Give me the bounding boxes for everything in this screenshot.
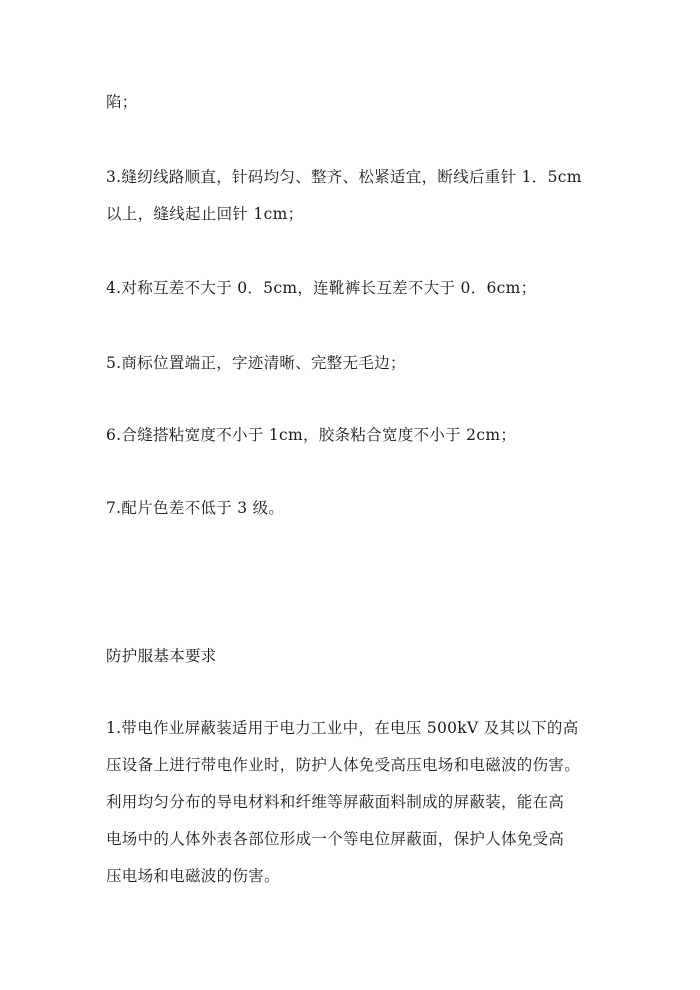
text-line-item-6: 6.合缝搭粘宽度不小于 1cm，胶条粘合宽度不小于 2cm；	[106, 426, 517, 444]
text-line-req-1-cont-1: 压设备上进行带电作业时，防护人体免受高压电场和电磁波的伤害。	[106, 756, 581, 774]
text-line-req-1-cont-3: 电场中的人体外表各部位形成一个等电位屏蔽面，保护人体免受高	[106, 830, 565, 848]
text-line-req-1-cont-4: 压电场和电磁波的伤害。	[106, 867, 280, 885]
text-line-item-3-cont: 以上，缝线起止回针 1cm；	[106, 205, 304, 223]
text-line-req-1-cont-2: 利用均匀分布的导电材料和纤维等屏蔽面料制成的屏蔽装，能在高	[106, 793, 565, 811]
text-line-req-1: 1.带电作业屏蔽装适用于电力工业中，在电压 500kV 及其以下的高	[106, 719, 579, 737]
text-line-item-5: 5.商标位置端正，字迹清晰、完整无毛边；	[106, 354, 406, 372]
text-line-item-3: 3.缝纫线路顺直，针码均匀、整齐、松紧适宜，断线后重针 1．5cm	[106, 168, 582, 186]
section-heading: 防护服基本要求	[106, 647, 217, 665]
text-line-continuation: 陷；	[106, 93, 138, 111]
text-line-item-7: 7.配片色差不低于 3 级。	[106, 499, 285, 517]
text-line-item-4: 4.对称互差不大于 0．5cm，连靴裤长互差不大于 0．6cm；	[106, 279, 537, 297]
